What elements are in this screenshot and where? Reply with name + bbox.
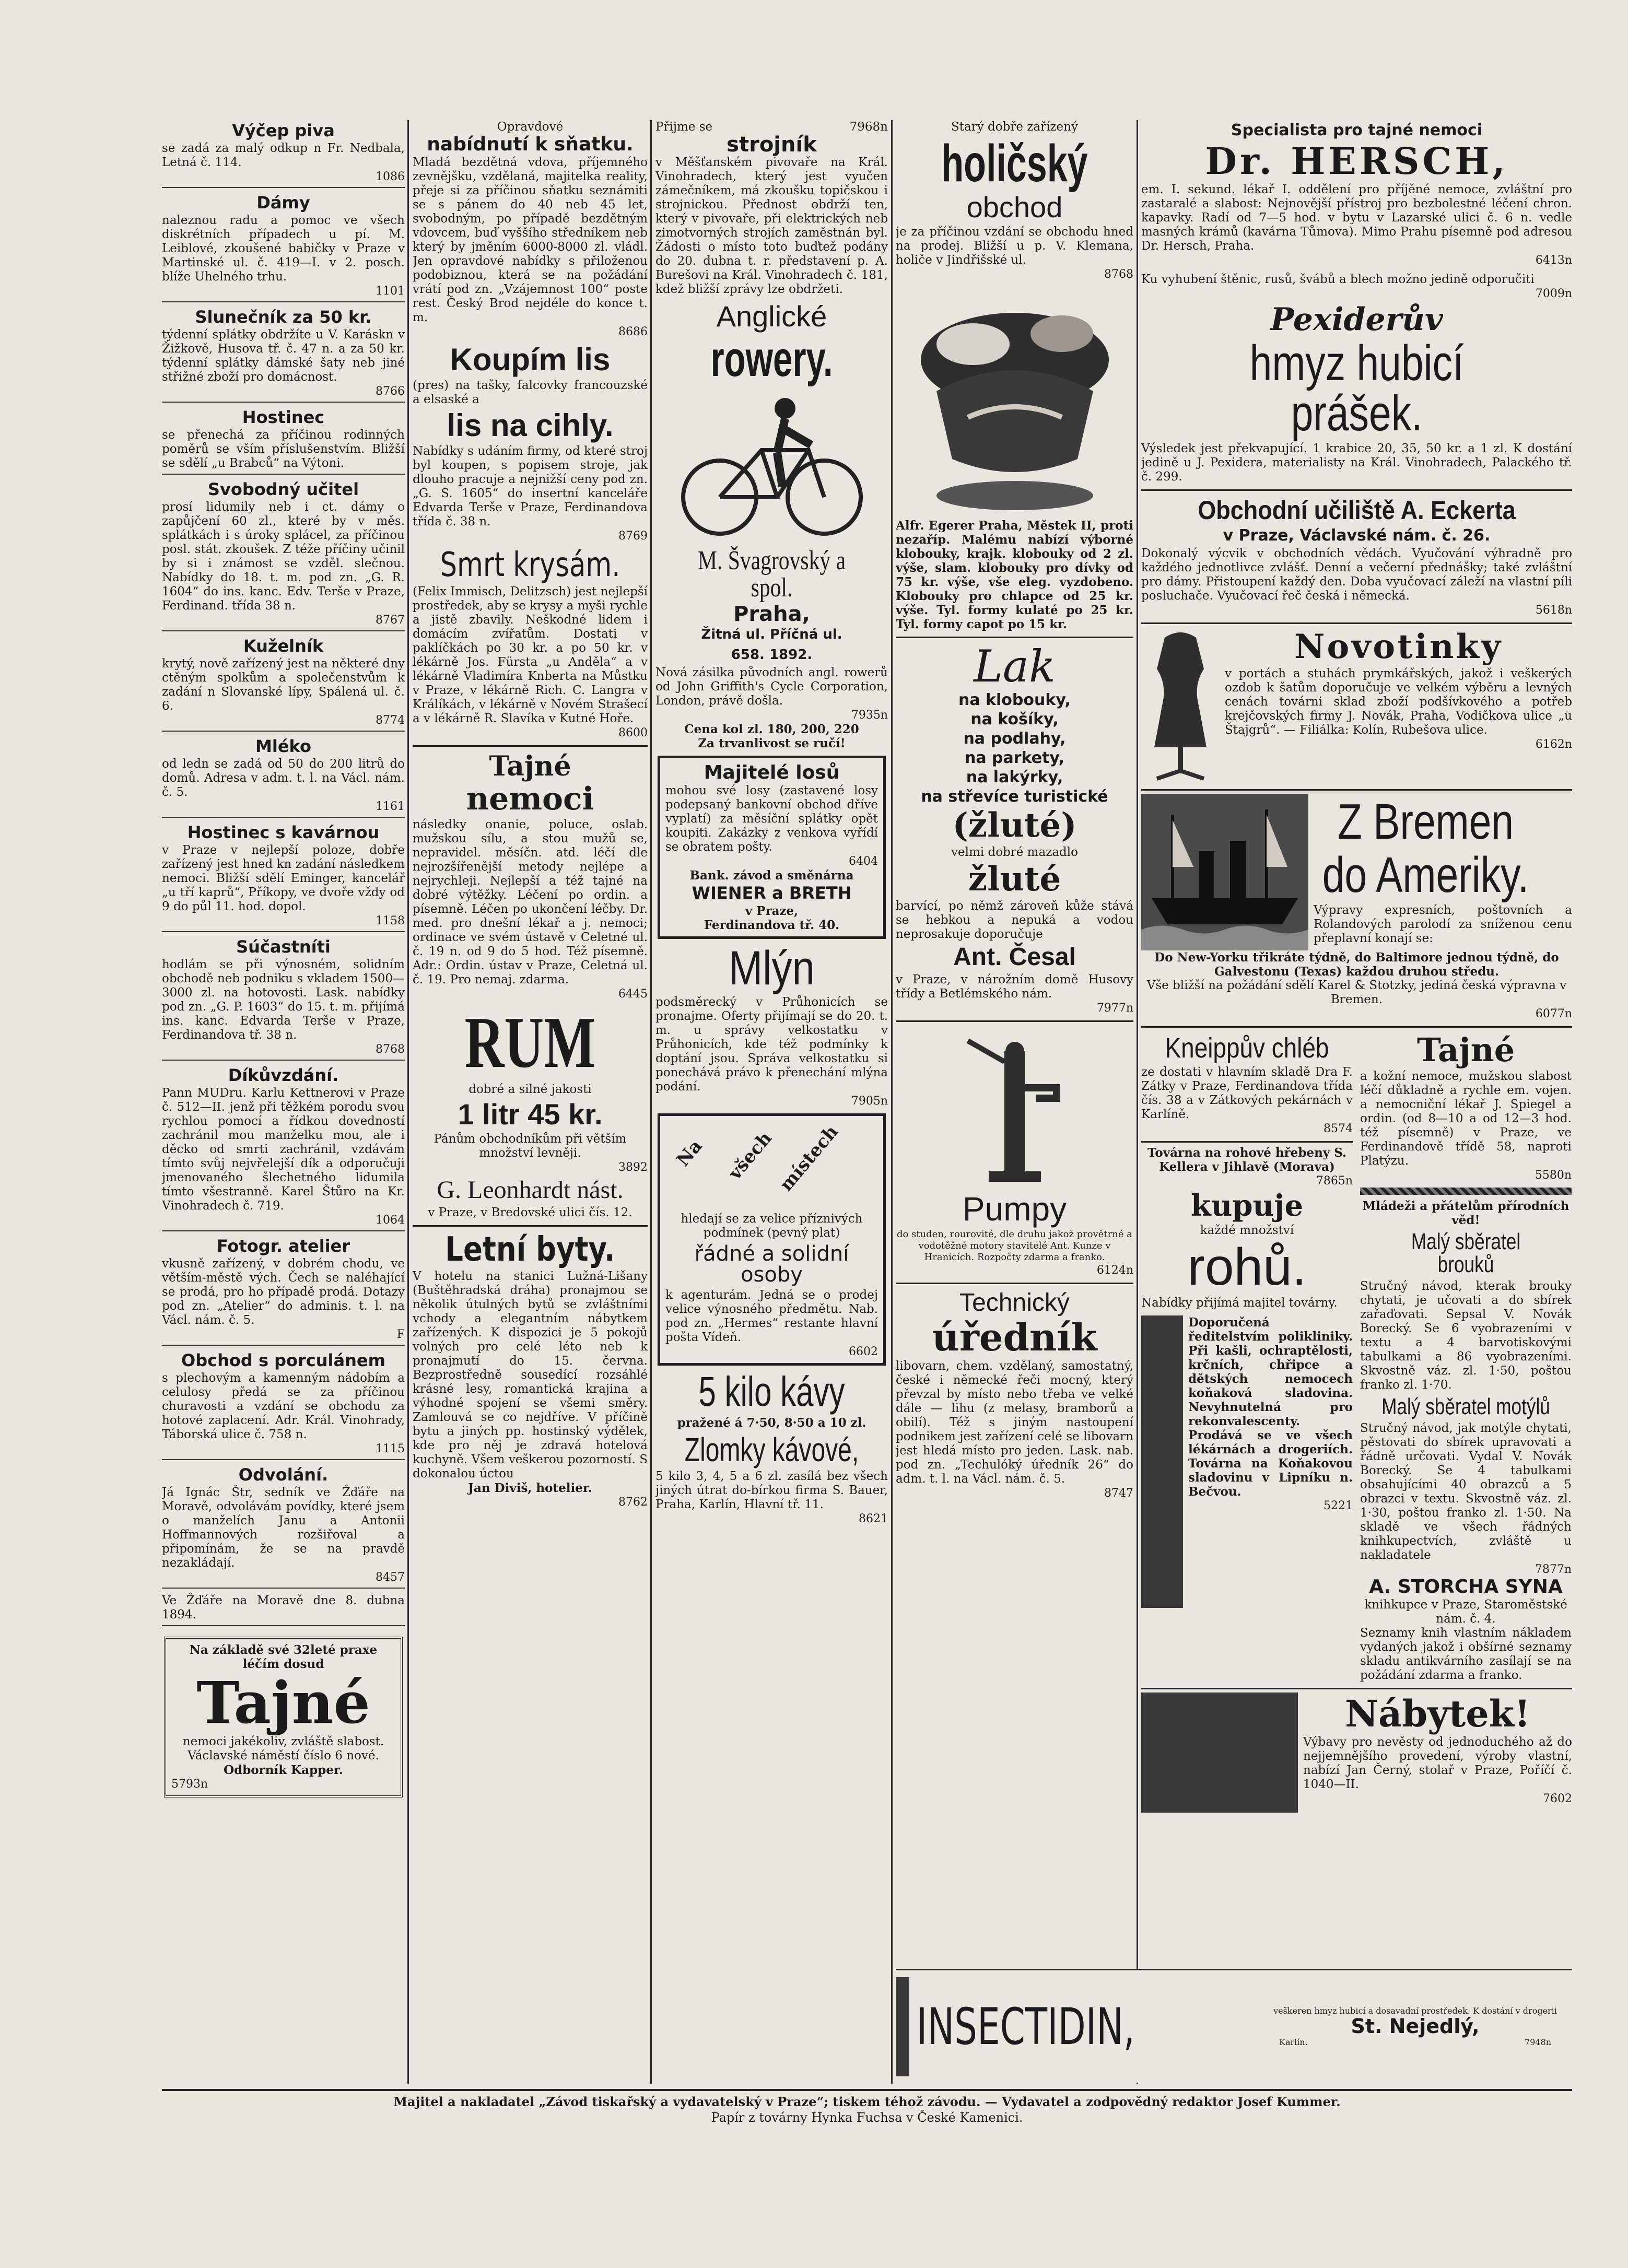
lak-item: na parkety, [964, 749, 1064, 767]
ad-bicycles [655, 302, 888, 750]
ad-code: 7905n [851, 1095, 888, 1108]
ad-firm: St. Nejedlý, [1351, 2015, 1480, 2038]
classified-body: vkusně zařízený, v dobrém chodu, ve větším-městě vých. Čech se naléhající se prodá, pro ho případě prodá. Dotazy pod zn. „Atelier“ do adminis. t. l. na Václ. nám. č. 5. [162, 1257, 405, 1327]
ad-banner [665, 1120, 878, 1209]
ad-text [1258, 2006, 1572, 2047]
ad-code: 8600 [618, 726, 648, 739]
classified-code: 8774 [376, 714, 405, 727]
ad-sub: velmi dobré mazadlo [951, 845, 1078, 859]
classified-list [162, 121, 405, 1626]
classified-title: Svobodný učitel [207, 479, 359, 499]
classified-body: hodlám se při výnosném, solidním obchodě neb podniku s vkladem 1500—3000 zl. na hotovosti. Lask. nabídky pod zn. „G. P. 1603“ do 15. t. m. přijímá ins. kanc. Edvarda Terše v Praze, Ferdinandova tř. 38 n. [162, 958, 405, 1042]
ad-kicker: Starý dobře zařízený [951, 120, 1078, 134]
column-1 [162, 120, 405, 2084]
ad-code: 3892 [618, 1161, 648, 1174]
classified-ad [162, 308, 405, 403]
classified-title: Fotogr. atelier [216, 1236, 350, 1256]
ad-big-2: žluté [968, 860, 1061, 899]
ad-machinist [655, 120, 888, 297]
ad-code: 6077n [1535, 1007, 1572, 1020]
ad-pexider [1141, 273, 1572, 484]
classified-body: týdenní splátky obdržíte u V. Karáskn v Žižkově, Husova tř. č. 47 n. a za 50 kr. týdenní splátky dámské šaty neb jiné střižné zboží pro domácnost. [162, 328, 405, 384]
ad-marriage [413, 120, 648, 339]
ad-body: Pánům obchodníkům při větším množství levněji. [434, 1132, 627, 1160]
classified-ad [162, 823, 405, 932]
ad-body: Výsledek jest překvapující. 1 krabice 20, 35, 50 kr. a 1 zl. K dostání jedině u J. Pexidera, materialisty na Král. Vinohradech, Palackého tř. č. 299. [1141, 442, 1572, 484]
ad-code: 7009n [1535, 287, 1572, 300]
ad-addr: Žitná ul. Příčná ul. [701, 627, 842, 642]
classified-title: Hostinec [242, 407, 325, 427]
classified-divider [162, 1459, 405, 1460]
column-rule [1137, 120, 1138, 2084]
classified-divider [162, 1060, 405, 1061]
ad-body: Mladá bezdětná vdova, příjemného zevnějšku, vzdělaná, majitelka reality, přeje si za příčinou sňatku seznámiti se s pánem do 40 neb 45 let, svobodným, po případě bezdětným vdovcem, buď vyššího středníkem neb který by jměním 6000-8000 zl. vládl. Jen opravdové nabídky s přiloženou podobiznou, která se na požádání vrátí pod zn. „Vzájemnost 100“ poste rest. Český Brod nejdéle do konce t. m. [413, 156, 648, 324]
classified-title: Mléko [255, 736, 311, 756]
ad-city: Karlín. [1279, 2037, 1308, 2047]
ad-pumps [896, 1020, 1133, 1277]
classified-divider [162, 630, 405, 631]
ad-body-2: Stručný návod, jak motýle chytati, pěstovati do sbírek upravovati a řádně určovati. Vydal V. Novák Borecký. Se 4 tabulkami obsahujícími 40 obrazců a 5 obrazci v textu. Skvostně váz. zl. 1·30, poštou franko zl. 1·50. Na skladě ve všech řádných knihkupectvích, zvláště u nakladatele [1360, 1421, 1572, 1562]
ad-big: (žluté) [952, 806, 1077, 845]
ad-addr: knihkupce v Praze, Staroměstské nám. č. 4. [1364, 1598, 1567, 1626]
ad-kicker: Opravdové [497, 120, 564, 134]
advertisement-page [162, 120, 1572, 2125]
ad-sub: dobré a silné jakosti [469, 1083, 592, 1096]
classified-divider [162, 402, 405, 403]
ad-big: kupuje [1190, 1189, 1304, 1223]
ad-body-0: Ku vyhubení štěnic, rusů, švábů a blech možno jedině odporučiti [1141, 273, 1535, 286]
ad-sign: Odborník Kapper. [224, 1763, 343, 1777]
ad-price: Cena kol zl. 180, 200, 220 [684, 722, 859, 736]
column-rule [407, 120, 409, 2084]
ad-body: nemoci jakékoliv, zvláště slabost. Václavské náměstí číslo 6 nové. [182, 1735, 384, 1762]
classified-code: 1101 [376, 285, 405, 298]
imprint-line: Majitel a nakladatel „Závod tiskařský a vydavatelský v Praze“; tiskem téhož závodu. — Vydavatel a zodpovědný redaktor Josef Kummer. [393, 2094, 1341, 2109]
classified-code: 8767 [376, 614, 405, 627]
classified-divider [162, 187, 405, 188]
ad-addr: v Praze, v Bredovské ulici čís. 12. [428, 1206, 633, 1219]
ad-body: v portách a stuhách prymkářských, jakož i veškerých ozdob k šatům doporučuje ve velkém výběru a levných cenách továrni sklad zboží podšívkového a potřeb krejčovských firmy J. Novák, Praha, Vodičkova ulice „u Štajgrů“. — Filiálka: Kolín, Rubešova ulice. [1225, 667, 1572, 737]
ad-code: 6404 [849, 855, 878, 868]
ad-title: Dr. HERSCH, [1205, 139, 1508, 183]
ad-sub: v Praze, Václavské nám. č. 26. [1223, 526, 1491, 545]
ad-code: 6445 [618, 988, 648, 1001]
ad-title: Letní byty. [445, 1230, 615, 1269]
ad-title-2: rowery. [710, 331, 833, 387]
ad-firm: Ant. Česal [953, 943, 1076, 971]
ad-firm: Bank. závod a směnárna [689, 868, 854, 883]
classified-body: v Praze v nejlepší poloze, dobře zařízený jest hned kn zadání následkem nemoci. Bližší sdělí Eminger, kancelář „u tří kaprů“, Příkopy, ve dvoře vždy od 9 do půl 11. hod. dopol. [162, 843, 405, 913]
classified-divider [162, 1588, 405, 1589]
ad-body: a kožní nemoce, mužskou slabost léčí důkladně a rychle em. vojen. a nemocniční lékař J. Spiegel a ordin. (od 8—10 a od 12—3 hod. též písemně) v Praze, ve Ferdinandově třídě 58, naproti Platýzu. [1360, 1070, 1572, 1168]
classified-body: prosí lidumily neb i ct. dámy o zapůjčení 60 zl., které by v měs. splátkách i s úroky splácel, za příčinou posl. stát. zkoušek. Z téže příčiny učinil by si i známost se vzděl. slečnou. Nabídky do 18. t. m. pod zn. „G. R. 1604“ do ins. kanc. Edv. Terše v Praze, Ferdinand. třída 38 n. [162, 500, 405, 613]
ad-body: Doporučená ředitelstvím polikliniky. Při kašli, ochraptělosti, krčních, chřipce a dětských nemocech koňaková sladovina. Nevyhnutelná pro rekonvalescenty. Prodává se ve všech lékárnách a drogeriích. Továrna na Koňakovou sladovinu v Lipníku n. Bečvou. [1188, 1315, 1353, 1499]
ad-body: libovarn, chem. vzdělaný, samostatný, české i německé řeči mocný, který převzal by místo nebo třeba ve velké dále — lihu (z melasy, bramborů a obilí). Též s jiným nastoupení podnikem jest zařízení celé se libovarn jest hledá místo pro jeden. Lask. nab. pod zn. „Techulóký úředník 26“ do adm. t. l. na Václ. nám. č. 5. [896, 1359, 1133, 1486]
ad-title: Novotinky [1294, 627, 1503, 666]
ad-code: 8686 [618, 325, 648, 338]
ad-code: 8574 [1324, 1122, 1353, 1135]
subcolumn-left [1141, 1031, 1353, 1688]
ad-title: INSECTIDIN, [917, 1997, 1135, 2056]
ad-title: 5 kilo kávy [698, 1368, 845, 1415]
classified-body: s plechovým a kamenným nádobím a celulosy předá se za příčinou churavosti a vzdání se obchodu za hotové zaplacení. Adr. Král. Vinohrady, Táborská ulice č. 758 n. [162, 1371, 405, 1441]
banner-word: místech [776, 1121, 842, 1195]
column-3 [655, 120, 888, 2084]
ad-title-2: úředník [932, 1315, 1097, 1359]
ad-dr-hersch [1141, 121, 1572, 267]
hatched-divider [1360, 1188, 1572, 1195]
ad-title: Smrt krysám. [440, 546, 620, 584]
classified-body: Ve Žďáře na Moravě dne 8. dubna 1894. [162, 1594, 405, 1621]
ad-city: v Praze, [745, 904, 799, 918]
ad-title: Továrna na rohové hřebeny S. Kellera v Jihlavě (Morava) [1147, 1146, 1347, 1174]
classified-divider [162, 1625, 405, 1626]
ad-firm: M. Švagrovský a spol. [697, 546, 846, 603]
classified-title: Obchod s porculánem [181, 1350, 385, 1370]
classified-ad [162, 480, 405, 631]
classified-code: F [396, 1328, 405, 1341]
ad-body: je za příčinou vzdání se obchodu hned na prodej. Bližší u p. V. Klemana, holiče v Jindřišské ul. [896, 225, 1133, 267]
ad-kneipp-bread [1141, 1034, 1353, 1136]
bottle-icon [896, 1977, 909, 2076]
classified-ad [162, 1066, 405, 1231]
ad-kapper [164, 1637, 403, 1797]
ad-title: Anglické [716, 300, 827, 333]
ad-addr: v Praze, v nárožním domě Husovy třídy a Betlémského nám. [896, 973, 1133, 1001]
dress-form-icon [1141, 627, 1220, 784]
classified-code: 1086 [376, 170, 405, 183]
ad-title: Pumpy [962, 1190, 1067, 1228]
ad-title: Mlýn [728, 942, 815, 995]
ad-code: 8769 [618, 530, 648, 543]
ad-title: Kneippův chléb [1165, 1032, 1329, 1064]
ad-code: 7968n [849, 120, 888, 134]
ad-title: Z Bremen [1337, 794, 1514, 850]
classified-code: 1115 [376, 1442, 405, 1455]
ad-title: hmyz hubicí prášek. [1249, 335, 1464, 441]
ad-code: 7935n [851, 709, 888, 722]
ad-code: 6162n [1535, 738, 1572, 751]
classified-title: Súčastníti [236, 937, 331, 957]
ad-body: pražené á 7·50, 8·50 a 10 zl. [677, 1416, 866, 1430]
bicycle-icon [673, 387, 871, 544]
classified-title: Odvolání. [238, 1465, 329, 1485]
ad-title: Tajné [489, 750, 571, 782]
classified-ad [162, 737, 405, 818]
classified-ad [162, 1351, 405, 1460]
ad-body-2: Nabídky s udáním firmy, od které stroj byl koupen, s popisem stroje, jak dlouho pracuje a nejnižší ceny pod zn. „G. S. 1605“ do insertní kanceláře Edvarda Terše v Praze, Ferdinandova třída č. 38 n. [413, 444, 648, 528]
pump-icon [957, 1030, 1072, 1187]
ad-insectidin [896, 1969, 1572, 2083]
ad-code: 5618n [1535, 604, 1572, 617]
ad-end: Vše bližší na požádání sdělí Karel & Stotzky, jediná česká výpravna v Bremen. [1146, 979, 1567, 1006]
ad-schedule: Do New-Yorku třikráte týdně, do Baltimore jednou týdně, do Galvestonu (Texas) každou druhou středu. [1154, 950, 1559, 979]
ad-code: 6602 [849, 1345, 878, 1358]
ad-end: Seznamy knih vlastním nákladem vydaných jakož i obšírné seznamy skladu antikvárního zasílají se na požádání zdarma a franko. [1360, 1626, 1572, 1682]
ad-code: 8768 [1104, 268, 1133, 281]
ad-code: 7865n [1316, 1174, 1353, 1188]
ad-code: 5793n [171, 1778, 208, 1791]
imprint-footer [162, 2089, 1572, 2125]
classified-title: Dámy [256, 193, 310, 213]
ad-body: Výpravy expresních, poštovních a Rolandových parolodí za sníženou cenu přeplavní konají se: [1314, 903, 1572, 945]
ad-body: hledají se za velice příznivých podmínek (pevný plat) [681, 1212, 863, 1240]
ad-mill [655, 944, 888, 1108]
classified-divider [162, 1345, 405, 1346]
ad-lottery [658, 756, 886, 939]
classified-ad [162, 1465, 405, 1589]
classified-ad [162, 121, 405, 188]
classified-ad [162, 937, 405, 1061]
ad-sub: každé množství [1200, 1224, 1294, 1237]
ad-body: v Měšťanském pivovaře na Král. Vinohradech, který jest vyučen zámečníkem, má zkoušku topičskou i strojnickou. Přednost obdrží ten, který v pivovaře, při elektrických neb zimotvorných strojích zaměstnán byl. Žádosti o místo toto buďtež podány do 20. dubna t. r. představení p. A. Burešovi na Král. Vinohradech č. 181, kdež bližší zprávy lze obdržeti. [655, 156, 888, 296]
ad-body: (Felix Immisch, Delitzsch) jest nejlepší prostředek, aby se krysy a myši rychle a jistě zbavily. Neškodné lidem i domácím zvířatům. Dostati v paklíčkách po 30 kr. a po 50 kr. v lékárně Jos. Fürsta „u Anděla“ a v lékárně Vladimíra Knberta na Můstku v Praze, v lékárně Rich. C. Langra v Králíkách, v lékárně v Novém Strašecí a v lékárně R. Slavíka v Kutné Hoře. [413, 585, 648, 725]
classified-body: od ledn se zadá od 50 do 200 litrů do domů. Adresa v adm. t. l. na Václ. nám. č. 5. [162, 757, 405, 799]
ad-body: V hotelu na stanici Lužná-Lišany (Buštěhradská dráha) pronajmou se několik útulných bytů se zvláštními vchody a elegantním nábytkem zařízených. K dispozici je 5 pokojů volných pro celé léto neb k pronajmutí do 15. června. Bezprostředně sousedící rozsáhlé krásné lesy, romantická krajina a výhodné spojení se všemi směry. Zamlouvá se co nejdříve. V příčině bytu a jiných pp. hostinský výdělek, kde pro něj je zdravá hotelová kuchyně. Všem veškerou pozorností. S dokonalou úctou [413, 1270, 648, 1480]
ad-body-2: k agenturám. Jedná se o prodej velice výnosného předmětu. Nab. pod zn. „Hermes“ restante hlavní pošta Vídeň. [665, 1288, 878, 1344]
ad-code: 8621 [859, 1512, 888, 1525]
classified-ad [162, 408, 405, 475]
hats-illustration-icon [905, 287, 1125, 516]
ad-sign: Jan Diviš, hotelier. [468, 1481, 592, 1495]
ad-title: řádné a solidní osoby [694, 1242, 849, 1287]
classified-title: Kuželník [243, 636, 324, 656]
classified-ad [162, 1594, 405, 1626]
ad-title: Tajné [196, 1669, 370, 1736]
ad-title: nabídnutí k sňatku. [427, 134, 634, 155]
ad-body: do studen, rourovité, dle druhu jakož provětrné a vodotěžné motory stavitelé Ant. Kunze v Hranicích. Rozpočty zdarma a franko. [897, 1229, 1132, 1263]
ad-kicker: Specialista pro tajné nemoci [1231, 121, 1483, 139]
ad-cognac-malt [1141, 1315, 1353, 1608]
classified-body: se zadá za malý odkup n Fr. Nedbala, Letná č. 114. [162, 142, 405, 169]
ad-barbershop [896, 120, 1133, 281]
ad-firm: A. STORCHA SYNA [1369, 1576, 1563, 1597]
ad-title-2: obchod [966, 191, 1063, 224]
classified-title: Díkůvzdání. [228, 1065, 339, 1085]
classified-divider [162, 301, 405, 302]
classified-divider [162, 474, 405, 475]
ad-code: 6124n [1096, 1264, 1133, 1277]
ad-code: 5580n [1535, 1169, 1572, 1182]
ad-title: RUM [464, 1002, 596, 1083]
ad-title: Tajné [1416, 1031, 1515, 1069]
ad-code: 5221 [1324, 1499, 1353, 1512]
ad-lacquer [896, 637, 1133, 1015]
ad-hats [896, 287, 1133, 631]
ad-body: Stručný návod, kterak brouky chytati, je učovati a do sbírek zařaďovati. Sepsal V. Novák Borecký. Se 6 vyobrazeními v textu a 4 barvotiskovými tabulkami a 86 vyobrazeními. Skvostně váz. zl. 1·50, poštou franko zl. 1·70. [1360, 1279, 1572, 1392]
ad-secret-diseases [413, 745, 648, 1001]
ad-body: Nová zásilka původních angl. rowerů od John Griffith's Cycle Corporation, London, právě došla. [655, 666, 888, 708]
ad-title: Technický [959, 1289, 1070, 1317]
ad-code: 8762 [618, 1496, 648, 1509]
column-5 [1141, 120, 1572, 2084]
furniture-illustration-icon [1141, 1693, 1298, 1813]
classified-code: 8457 [376, 1571, 405, 1584]
lak-item: na střevíce turistické [921, 788, 1108, 806]
column-rule [650, 120, 652, 2084]
classified-ad [162, 1237, 405, 1346]
lak-item: na košíky, [970, 710, 1059, 728]
ad-title-2: Zlomky kávové, [684, 1431, 859, 1468]
ad-body: veškeren hmyz hubicí a dosavadní prostředek. K dostání v drogerii [1273, 2006, 1557, 2016]
ad-horn-factory [1141, 1141, 1353, 1310]
ad-agents [658, 1113, 886, 1366]
ad-body: barvící, po němž zároveň kůže stává se hebkou a nepuká a vodou neprosakuje doporučuje [896, 899, 1133, 941]
ad-title-2: lis na cihly. [447, 408, 614, 443]
ad-code: 8747 [1104, 1487, 1133, 1500]
ad-city: Praha, [733, 602, 810, 626]
ad-body: Dokonalý výcvik v obchodních vědách. Vyučování výhradně pro každého jednotlivce zvlášť. Denní a večerní přednášky; také zvláštní pro dámy. Přistoupení každý den. Doba vyučovací záleží na vlastní píli posluchače. Vyučovací řeč česká i německá. [1141, 547, 1572, 603]
classified-divider [162, 817, 405, 818]
ad-intro: Na základě své 32leté praxe léčím dosud [189, 1643, 378, 1671]
ad-body: em. I. sekund. lékař I. oddělení pro příjěné nemoce, zvláštní pro zastaralé a slabost: Nejnovější přístroj pro bezbolestné léčení chron. kapavky. Radí od 7—5 hod. v bytu v Lazarské ulici č. 6 n. vedle masných krámů (kavárna Tůmova). Mimo Prahu písemně pod adresou Dr. Hersch, Praha. [1141, 183, 1572, 253]
ad-title-2: Malý sběratel motýlů [1381, 1394, 1550, 1419]
ad-code: 7877n [1535, 1563, 1572, 1576]
ad-body: Nabídky přijímá majitel továrny. [1141, 1296, 1338, 1310]
classified-body: Já Ignác Štr, sedník ve Žďáře na Moravě, odvolávám povídky, které jsem o manželích Janu a Antonii Hoffmannových rozšiřoval a připomínám, že se na pravdě nezakládají. [162, 1486, 405, 1570]
ad-title: Nábytek! [1344, 1692, 1531, 1735]
ad-kicker: Mládeži a přátelům přírodních věd! [1362, 1199, 1570, 1227]
classified-body: naleznou radu a pomoc ve všech diskrétních případech u pí. M. Leiblové, zkoušené babičky v Praze v Martinské ul. č. 419—I. v 2. posch. blíže Uhelného trhu. [162, 214, 405, 284]
column-2 [413, 120, 648, 2084]
ad-rats [413, 548, 648, 740]
ad-warranty: Za trvanlivost se ručí! [698, 736, 846, 750]
ad-nums: 658. 1892. [731, 647, 813, 663]
classified-ad [162, 193, 405, 302]
classified-code: 8766 [376, 385, 405, 398]
ad-body-2: 5 kilo 3, 4, 5 a 6 zl. zasílá bez všech jiných útrat do-bírkou firma S. Bauer, Praha, Karlín, Hlavní tř. 11. [655, 1470, 888, 1511]
ad-body: následky onanie, poluce, oslab. mužskou sílu, a stou mužů se, nepravidel. měsíčn. atd. léčí dle nejrozšířenější metody nejlépe a nejrychleji. Nejlepší a též tajné na dobré výtěžky. Léčení po ordin. a písemně. Léčen po ukončení léčby. Dr. med. pro dnešní lékař a j. nemoci; ordinace ve svém ústavě v Celetné ul. č. 19 n. od 9 do 5 hod. Též písemně. Adr.: Ordin. ústav v Praze, Celetná ul. č. 19. Pro nemaj. zdarma. [413, 818, 648, 986]
banner-word: všech [724, 1127, 776, 1184]
lak-list [896, 691, 1133, 806]
ad-spiegel [1360, 1031, 1572, 1182]
ad-body: Alfr. Egerer Praha, Městek II, proti nezaříp. Malému nabízí výborné klobouky, krajk. klobouky od 2 zl. výše, slam. klobouky pro dívky od 75 kr. výše, vše eleg. vyzdobeno. Klobouky pro chlapce od 25 kr. výše. Tyl. formy kulaté po 25 kr. Tyl. formy capot po 15 kr. [896, 519, 1133, 631]
classified-code: 1158 [376, 914, 405, 927]
ad-code: 7977n [1096, 1002, 1133, 1015]
ad-title: strojník [727, 133, 817, 157]
ad-code: 6413n [1535, 254, 1572, 267]
classified-body: krytý, nově zařízený jest na některé dny ctěným spolkům a společenstvům k zadání n Slovanské lípy, Spálená ul. č. 6. [162, 657, 405, 713]
column-rule [891, 120, 893, 2084]
ad-body: podsměrecký v Průhonicích se pronajme. Oferty přijímají se do 20. t. m. u správy velkostatku v Průhonicích, kde též podmínky k doptání jsou. Správa velkostatku si ponechává právo k přenechání mlýna podání. [655, 995, 888, 1094]
banner-word: Na [672, 1135, 707, 1171]
two-column-block [1141, 1026, 1572, 1688]
classified-code: 1161 [376, 800, 405, 813]
ad-price: 1 litr 45 kr. [458, 1098, 603, 1131]
classified-title: Výčep piva [232, 121, 335, 140]
classified-code: 8768 [376, 1043, 405, 1056]
ad-body: Výbavy pro nevěsty od jednoduchého až do nejjemnějšího provedení, výroby vlastní, nabízí Jan Černý, stolař v Praze, Poříčí č. 1040—II. [1303, 1735, 1572, 1791]
ad-title: Koupím lis [450, 342, 611, 377]
classified-divider [162, 731, 405, 732]
ad-title: Lak [974, 641, 1056, 692]
ad-technician [896, 1283, 1133, 1500]
bottle-icon [1141, 1315, 1183, 1608]
classified-code: 1064 [376, 1214, 405, 1227]
ad-body: mohou své losy (zastavené losy podepsaný bankovní obchod dříve vyplatí) za měsíční splátky opět koupiti. Zakázky z venkova vyřídí se obratem pošty. [665, 784, 878, 854]
ad-brand: Pexiderův [1270, 301, 1443, 338]
ad-kicker: Přijme se [655, 120, 713, 134]
classified-body: Pann MUDru. Karlu Kettnerovi v Praze č. 512—II. jenž při těžkém porodu svou rychlou pomocí a řídkou dovedností zachránil mou manželku mou, ale i děcko od smrti zachránil, vzdávám tímto svůj nejvřelejší dík a odporučuji jmenovaného šlechetného lidumila tímto všestranně. Karel Štůro na Kr. Vinohradech č. 719. [162, 1086, 405, 1213]
ad-coffee [655, 1368, 888, 1526]
ad-big-2: rohů. [1187, 1238, 1307, 1296]
lak-item: na lakýrky, [966, 768, 1063, 786]
imprint-line-2: Papír z továrny Hynka Fuchsa v České Kamenici. [711, 2110, 1023, 2125]
ad-title: Malý sběratel brouků [1411, 1229, 1521, 1277]
ad-addr: Ferdinandova tř. 40. [704, 918, 840, 932]
ad-body: ze dostati v hlavním skladě Dra F. Zátky v Praze, Ferdinandova třída čís. 38 a v Zátkových pekárnách v Karlíně. [1141, 1065, 1353, 1121]
ad-title-2: do Ameriky. [1322, 847, 1529, 903]
classified-divider [162, 931, 405, 932]
ad-title: Majitelé losů [704, 762, 840, 783]
classified-ad [162, 637, 405, 732]
subcolumn-right [1360, 1031, 1572, 1688]
lak-item: na podlahy, [963, 730, 1066, 748]
ad-title: Obchodní učiliště A. Eckerta [1198, 496, 1516, 525]
ad-code: 7602 [1543, 1792, 1572, 1805]
ad-novotinky [1141, 622, 1572, 784]
classified-divider [162, 1230, 405, 1231]
classified-title: Hostinec s kavárnou [187, 822, 380, 842]
ad-furniture [1141, 1688, 1572, 1813]
ad-eckert-school [1141, 489, 1572, 617]
ad-body: (pres) na tašky, falcovky francouzské a elsaské a [413, 379, 648, 406]
ad-press [413, 344, 648, 543]
lak-item: na klobouky, [958, 691, 1071, 709]
ad-firm: G. Leonhardt nást. [437, 1176, 624, 1204]
classified-body: se přenechá za příčinou rodinných poměrů se vším příslušenstvím. Bližší se sdělí „u Brabců“ na Výtoni. [162, 428, 405, 470]
ad-collector-books [1360, 1199, 1572, 1683]
ad-summer-flats [413, 1225, 648, 1509]
ad-firm-2: WIENER a BRETH [692, 883, 852, 903]
ad-rum [413, 1002, 648, 1220]
ad-bremen-america [1141, 789, 1572, 1021]
classified-title: Slunečník za 50 kr. [195, 307, 372, 327]
ad-code: 7948n [1524, 2037, 1551, 2047]
ad-title: holičský [941, 134, 1088, 193]
ad-title-2: nemoci [466, 781, 594, 817]
column-4 [896, 120, 1133, 2084]
